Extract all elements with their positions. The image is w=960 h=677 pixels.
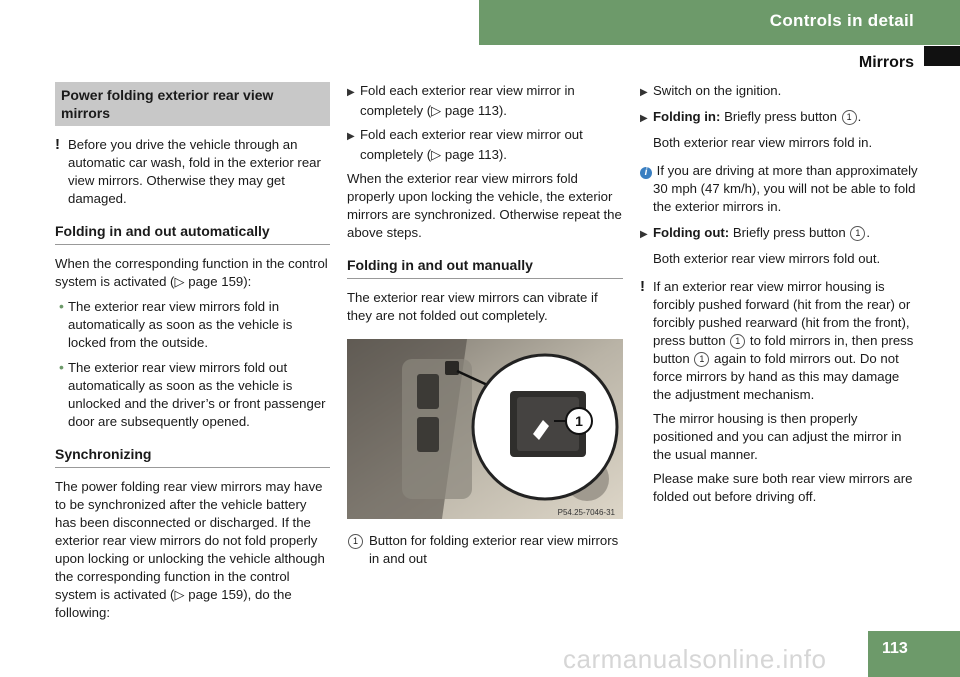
watermark: carmanualsonline.info <box>563 644 827 674</box>
button-ref-icon: 1 <box>694 352 709 367</box>
warning-icon: ! <box>55 136 60 153</box>
bullet-text: The exterior rear view mirrors fold in automatically as soon as the vehicle is locked from the outside. <box>68 299 293 350</box>
step-text: Fold each exterior rear view mirror in completely (▷ page 113). <box>360 83 575 118</box>
column-2 <box>347 82 623 568</box>
subheading-manual: Folding in and out manually <box>347 256 623 279</box>
bullet-icon: • <box>59 359 64 375</box>
page-number: 113 <box>882 640 908 657</box>
arrow-icon: ▶ <box>347 131 355 142</box>
caption-text: Button for folding exterior rear view mirrors in and out <box>369 533 619 566</box>
warning-icon: ! <box>640 278 645 295</box>
subheading-sync: Synchronizing <box>55 445 330 468</box>
column-3 <box>640 82 918 512</box>
door-panel-photo <box>347 339 623 519</box>
arrow-icon: ▶ <box>640 87 648 98</box>
section-title-box: Power folding exterior rear view mirrors <box>55 82 330 126</box>
step-item <box>347 126 623 164</box>
warning-text-a: If an exterior rear view mirror housing is forcibly pushed forward (hit from the rear) or forcibly pushed rearward (hit from the front), press button <box>653 279 911 348</box>
step-text: Briefly press button <box>732 225 846 240</box>
step-item <box>640 108 918 128</box>
list-item <box>55 358 330 431</box>
info-icon: i <box>640 167 652 179</box>
image-code: P54.25-7046-31 <box>557 508 615 517</box>
punctuation: . <box>866 225 871 240</box>
column-1 <box>55 82 330 628</box>
warning-text: Before you drive the vehicle through an automatic car wash, fold in the exterior rear view mirrors. Otherwise they may get damaged. <box>68 137 321 206</box>
list-item <box>55 297 330 352</box>
warning-continuation: The mirror housing is then properly positioned and you can adjust the mirror in the usual manner. <box>653 411 902 462</box>
sync-text: The power folding rear view mirrors may have to be synchronized after the vehicle battery has been disconnected or discharged. If the exterior rear view mirrors do not fold properly upon locking or unlocking the vehicle although the corresponding function in the control system is activated (▷ page 159), do the following: <box>55 479 325 620</box>
info-text: If you are driving at more than approximately 30 mph (47 km/h), you will not be able to fold the exterior mirrors in. <box>653 163 918 214</box>
info-paragraph <box>640 162 918 216</box>
bullet-icon: • <box>59 298 64 314</box>
warning-paragraph <box>640 278 918 404</box>
step-text: Switch on the ignition. <box>653 83 782 98</box>
result-text: Both exterior rear view mirrors fold in. <box>653 135 873 150</box>
button-ref-icon: 1 <box>842 110 857 125</box>
step-text: Briefly press button <box>724 109 837 124</box>
warning-text-c: again to fold mirrors out. Do not force mirrors by hand as this may damage the adjustment mechanism. <box>653 351 900 402</box>
manual-text: The exterior rear view mirrors can vibrate if they are not folded out completely. <box>347 290 598 323</box>
subheading-auto: Folding in and out automatically <box>55 222 330 245</box>
step-text: Fold each exterior rear view mirror out completely (▷ page 113). <box>360 127 583 162</box>
callout-number-icon: 1 <box>348 534 363 549</box>
fold-in-label: Folding in: <box>653 109 721 124</box>
warning-paragraph <box>55 136 330 208</box>
warning-continuation: Please make sure both rear view mirrors are folded out before driving off. <box>653 471 913 504</box>
arrow-icon: ▶ <box>640 113 648 124</box>
callout-number: 1 <box>575 413 583 429</box>
result-text: Both exterior rear view mirrors fold out. <box>653 251 881 266</box>
image-caption <box>347 532 623 568</box>
section-header-subtitle: Mirrors <box>858 54 914 71</box>
step-item <box>640 224 918 244</box>
arrow-icon: ▶ <box>640 229 648 240</box>
fold-out-label: Folding out: <box>653 225 730 240</box>
bullet-text: The exterior rear view mirrors fold out automatically as soon as the vehicle is unlocked and the driver’s or front passenger door are subsequently opened. <box>68 360 326 429</box>
step-item <box>640 82 918 102</box>
arrow-icon: ▶ <box>347 87 355 98</box>
sync-note: When the exterior rear view mirrors fold properly upon locking the vehicle, the exterior mirrors are synchronized. Otherwise repeat the above steps. <box>347 171 622 240</box>
auto-intro: When the corresponding function in the control system is activated (▷ page 159): <box>55 256 328 289</box>
step-item <box>347 82 623 120</box>
punctuation: . <box>857 109 862 124</box>
section-header-title: Controls in detail <box>769 11 914 30</box>
header-marker-block <box>924 46 960 66</box>
button-ref-icon: 1 <box>850 226 865 241</box>
warning-text-b: to fold mirrors in, then press button <box>653 333 914 366</box>
button-ref-icon: 1 <box>730 334 745 349</box>
